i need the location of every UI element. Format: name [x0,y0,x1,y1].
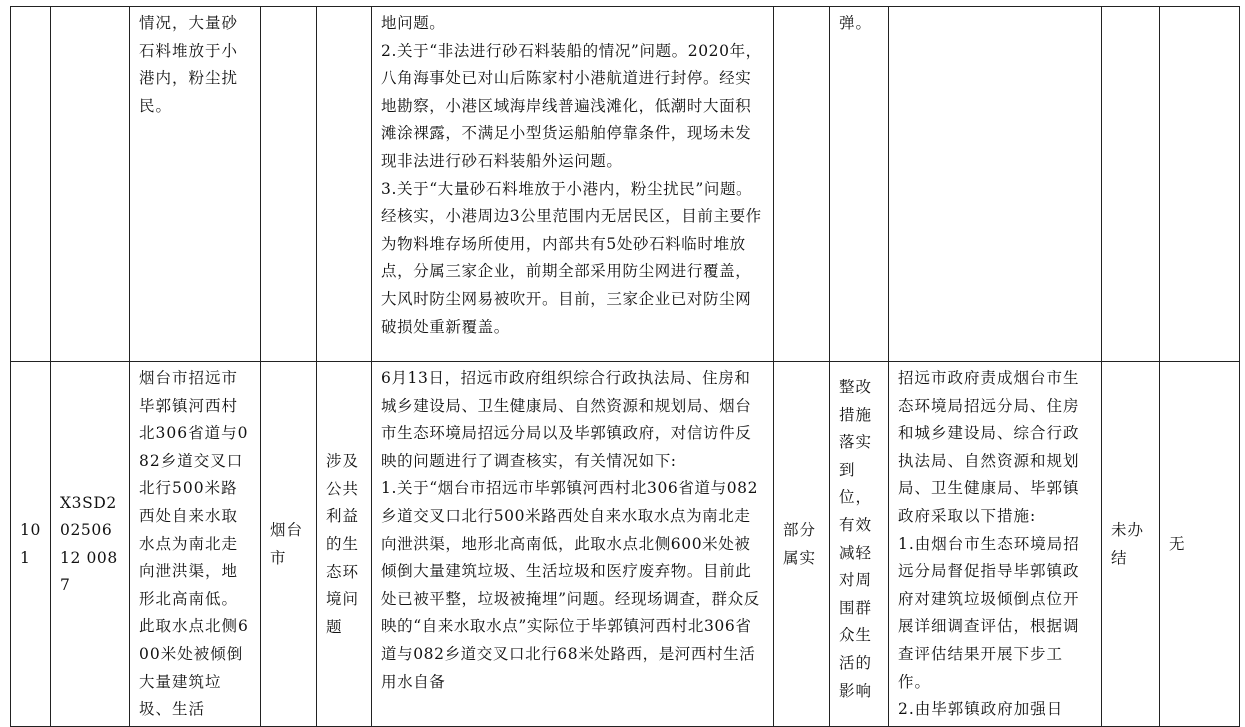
findings-paragraph: 2.关于“非法进行砂石料装船的情况”问题。2020年，八角海事处已对山后陈家村小港航道进行封停。经实地勘察，小港区域海岸线普遍浅滩化，低潮时大面积滩涂裸露，不满足小型货运船舶停靠条件，现场未发现非法进行砂石料装船外运问题。 [381,41,762,170]
measures-paragraph: 2.由毕郭镇政府加强日 [898,700,1064,719]
verdict-cell [774,362,830,727]
measures-cell [889,362,1102,727]
measures-paragraph: 招远市政府责成烟台市生态环境局招远分局、住房和城乡建设局、综合行政执法局、自然资源和规划局、卫生健康局、毕郭镇政府采取以下措施: [898,369,1080,525]
status-text: 未办结 [1111,521,1145,567]
complaint-table [10,6,1240,727]
region-cell [261,362,317,727]
region-cell [261,7,317,362]
status-cell [1102,7,1160,362]
accountability-text: 无 [1169,535,1186,554]
effect-cell [830,362,889,727]
findings-paragraph: 3.关于“大量砂石料堆放于小港内，粉尘扰民”问题。经核实，小港周边3公里范围内无居民区，目前主要作为物料堆存场所使用，内部共有5处砂石料临时堆放点，分属三家企业，前期全部采用防尘网进行覆盖，大风时防尘网易被吹开。目前，三家企业已对防尘网破损处重新覆盖。 [381,179,762,336]
findings-paragraph: 6月13日，招远市政府组织综合行政执法局、住房和城乡建设局、卫生健康局、自然资源和规划局、烟台市生态环境局招远分局以及毕郭镇政府，对信访件反映的问题进行了调查核实，有关情况如下: [381,369,752,470]
accountability-cell [1160,7,1240,362]
effect-cell [830,7,889,362]
content-cell [130,362,261,727]
findings-paragraph: 1.关于“烟台市招远市毕郭镇河西村北306省道与082乡道交叉口北行500米路西处自来水取水点为南北走向泄洪渠，地形北高南低，此取水点北侧600米处被倾倒大量建筑垃圾、生活垃圾和医疗废弃物。目前此处已被平整，垃圾被掩埋”问题。经现场调查，群众反映的“自来水取水点”实际位于毕郭镇河西村北306省道与082乡道交叉口北行68米处路西，是河西村生活用水自备 [381,479,760,691]
code-cell [51,7,130,362]
index-text: 101 [20,521,41,567]
findings-cell [372,7,774,362]
accountability-cell [1160,362,1240,727]
category-cell [317,7,372,362]
measures-cell [889,7,1102,362]
category-text: 涉及公共利益的生态环境问题 [326,452,360,636]
findings-cell [372,362,774,727]
verdict-cell [774,7,830,362]
code-text: X3SD20250612 0087 [60,493,118,595]
content-text: 烟台市招远市毕郭镇河西村北306省道与082乡道交叉口北行500米路西处自来水取水点为南北走向泄洪渠，地形北高南低。此取水点北侧600米处被倾倒大量建筑垃圾、生活 [139,369,249,719]
table-row [11,7,1240,362]
verdict-text: 部分属实 [783,521,817,567]
content-text: 情况，大量砂石料堆放于小港内，粉尘扰民。 [139,14,239,115]
status-cell [1102,362,1160,727]
effect-text: 弹。 [839,14,873,32]
index-cell [11,362,51,727]
region-text: 烟台市 [270,521,304,567]
findings-paragraph: 地问题。 [381,14,446,32]
table-row [11,362,1240,727]
category-cell [317,362,372,727]
effect-text: 整改措施落实到位，有效减轻对周围群众生活的影响 [839,378,873,700]
measures-paragraph: 1.由烟台市生态环境局招远分局督促指导毕郭镇政府对建筑垃圾倾倒点位开展详细调查评估，根据调查评估结果开展下步工作。 [898,534,1080,691]
content-cell [130,7,261,362]
index-cell [11,7,51,362]
code-cell [51,362,130,727]
